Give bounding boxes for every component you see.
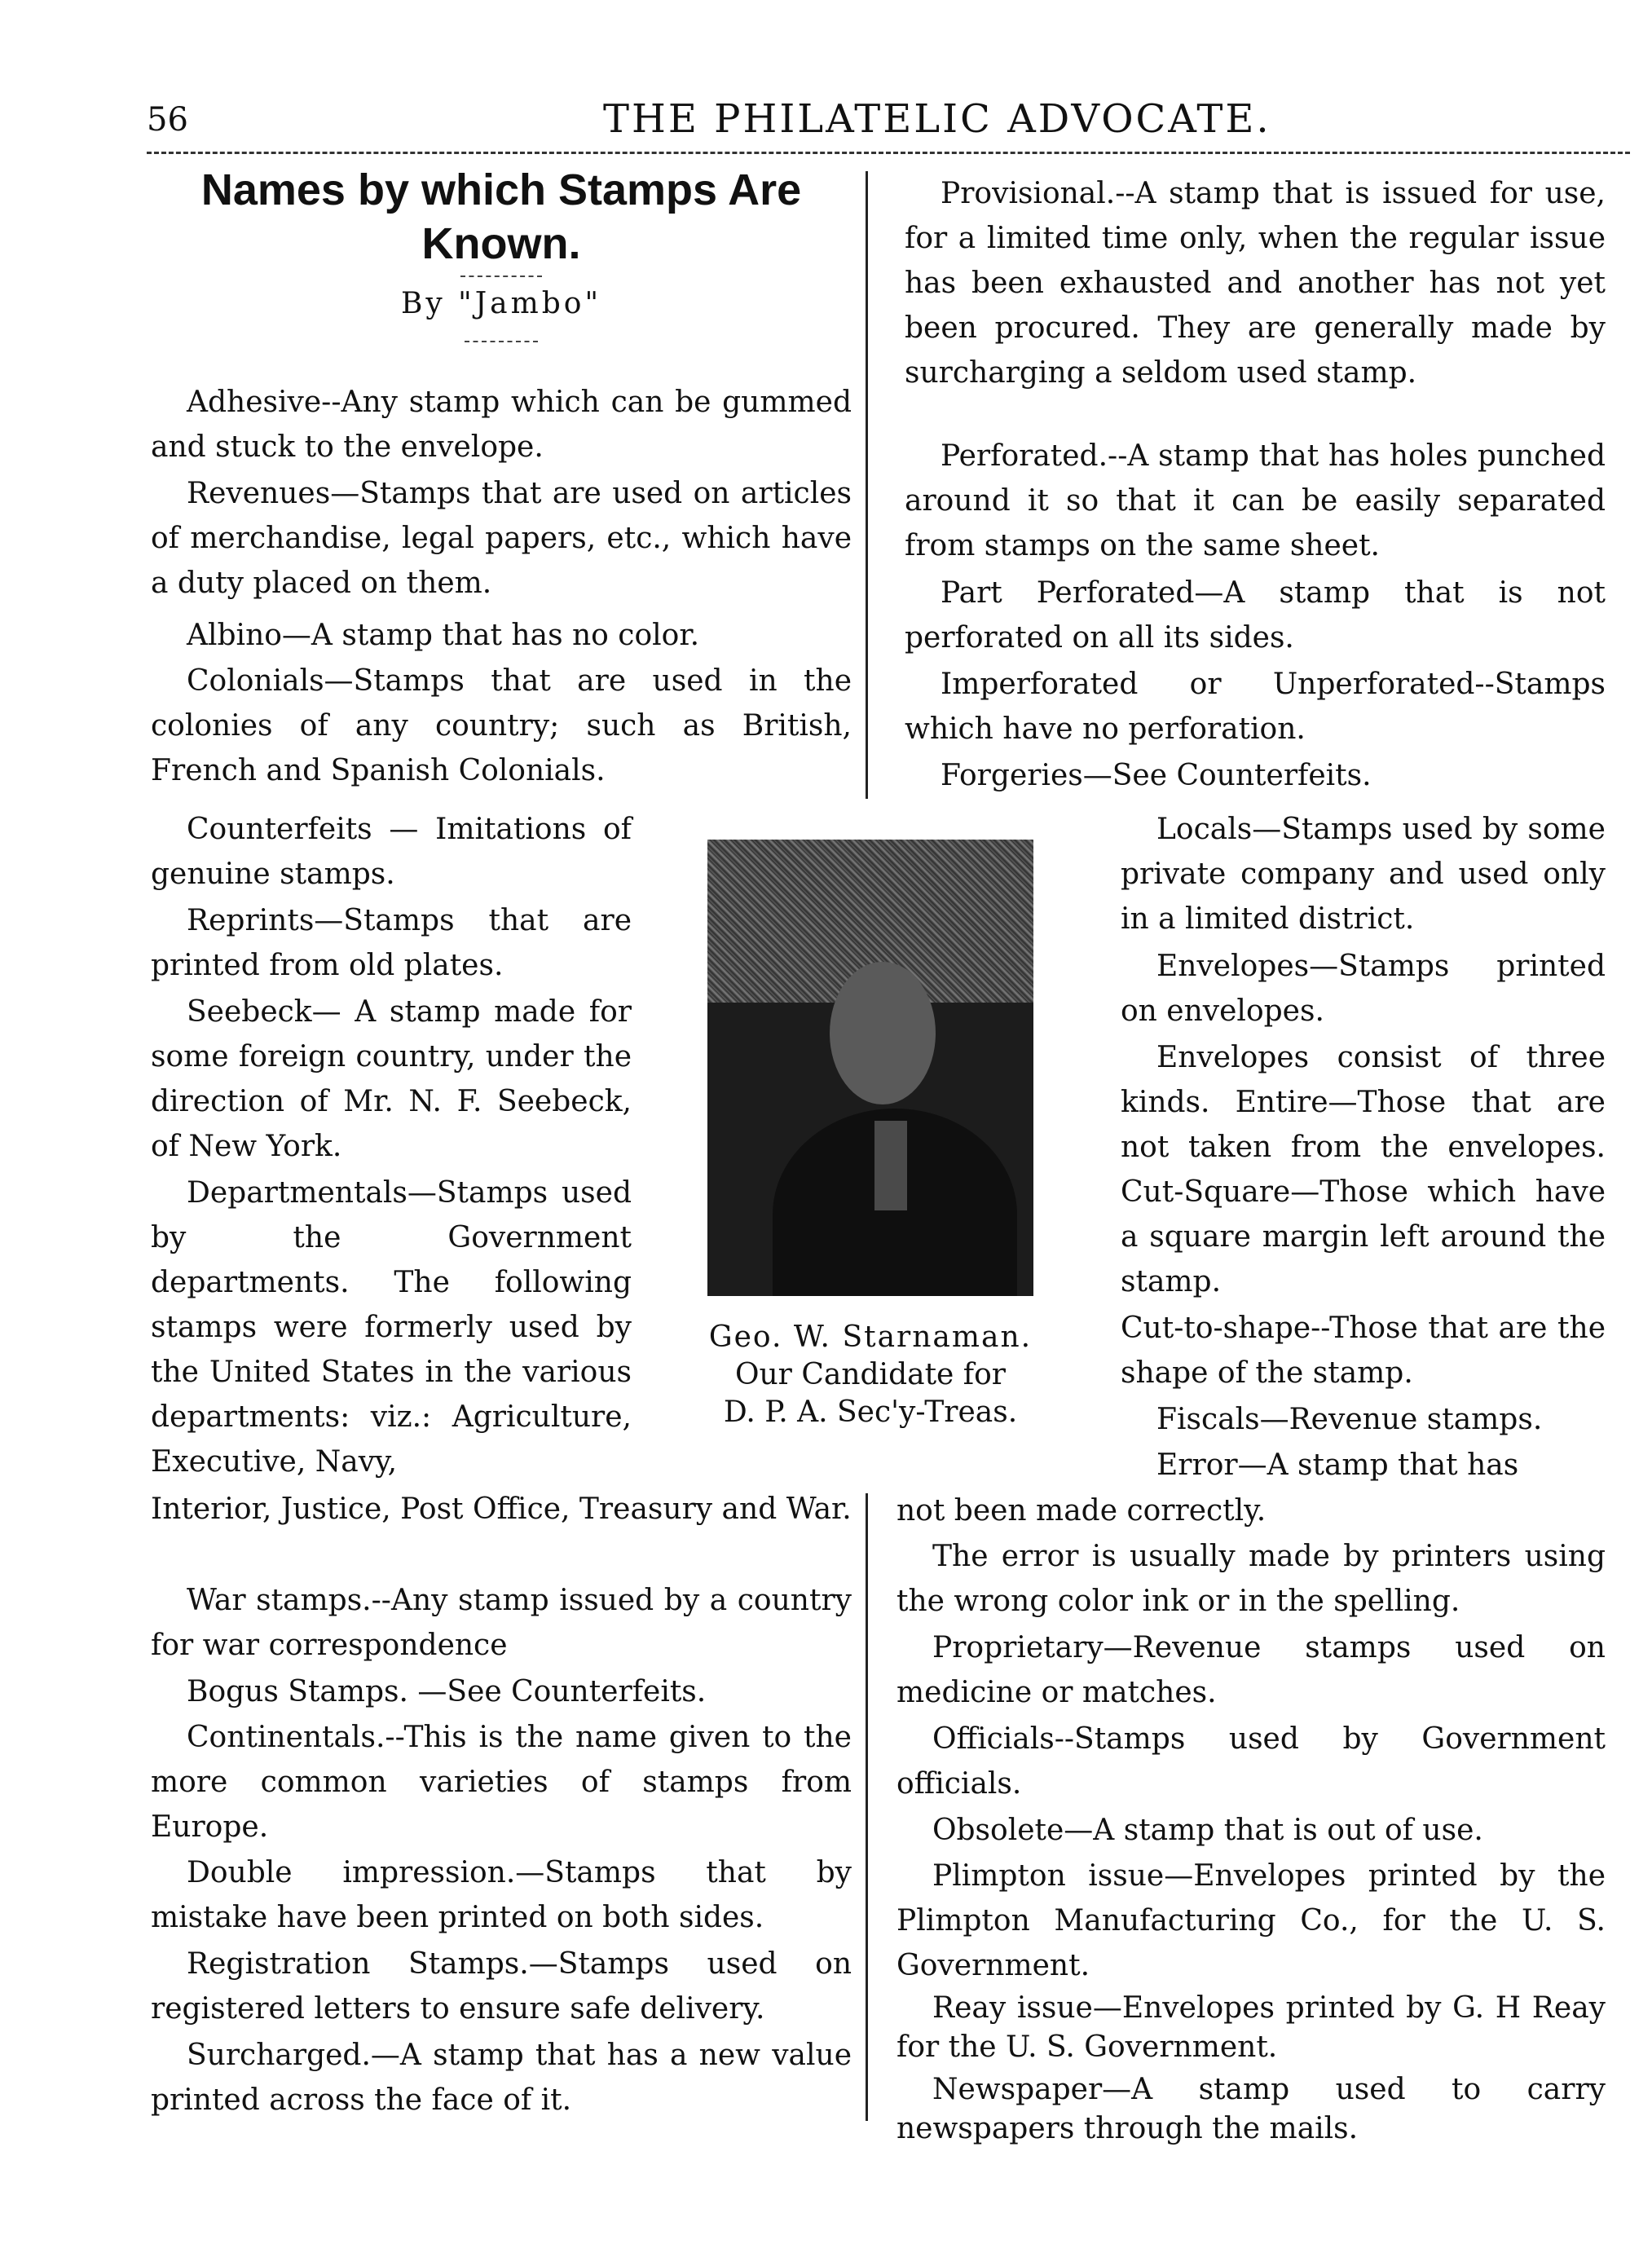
entry-revenues: Revenues—Stamps that are used on articles of merchandise, legal papers, etc., which have a duty placed on them. bbox=[151, 477, 852, 600]
entry-perforated: Perforated.--A stamp that has holes punched around it so that it can be easily separated from stamps on the same sheet. bbox=[905, 439, 1606, 562]
title-divider bbox=[460, 276, 542, 277]
column-rule-bottom bbox=[866, 1493, 868, 2121]
entry-counterfeits: Counterfeits — Imitations of genuine stamps. bbox=[151, 813, 632, 891]
page-header bbox=[147, 96, 1614, 145]
page-number: 56 bbox=[147, 101, 188, 139]
entry-plimpton: Plimpton issue—Envelopes printed by the Plimpton Manufacturing Co., for the U. S. Government. bbox=[896, 1859, 1606, 1982]
entry-provisional: Provisional.--A stamp that is issued for use, for a limited time only, when the regular issue has been exhausted and another has not yet been procured. They are generally made by surcharging a seldom used stamp. bbox=[905, 177, 1606, 390]
entry-error: Error—A stamp that has bbox=[1156, 1448, 1519, 1482]
entry-departmentals-cont: Interior, Justice, Post Office, Treasury and War. bbox=[151, 1492, 852, 1526]
entry-reay: Reay issue—Envelopes printed by G. H Reay for the U. S. Government. bbox=[896, 1991, 1606, 2064]
entry-double-impression: Double impression.—Stamps that by mistake have been printed on both sides. bbox=[151, 1856, 852, 1934]
column-rule-top bbox=[866, 171, 868, 799]
entry-bogus-stamps: Bogus Stamps. —See Counterfeits. bbox=[187, 1675, 707, 1708]
entry-surcharged: Surcharged.—A stamp that has a new value printed across the face of it. bbox=[151, 2039, 852, 2117]
entry-envelopes-kinds: Envelopes consist of three kinds. Entire—Those that are not taken from the envelopes. Cut-Square—Those which have a square margin left around the stamp. bbox=[1121, 1041, 1606, 1298]
entry-officials: Officials--Stamps used by Government officials. bbox=[896, 1722, 1606, 1801]
entry-seebeck: Seebeck— A stamp made for some foreign country, under the direction of Mr. N. F. Seebeck, of New York. bbox=[151, 995, 632, 1163]
portrait-photo bbox=[707, 840, 1033, 1296]
entry-colonials: Colonials—Stamps that are used in the colonies of any country; such as British, French and Spanish Colonials. bbox=[151, 664, 852, 787]
entry-imperforated: Imperforated or Unperforated--Stamps which have no perforation. bbox=[905, 668, 1606, 746]
entry-war-stamps: War stamps.--Any stamp issued by a country for war correspondence bbox=[151, 1584, 852, 1662]
entry-albino: Albino—A stamp that has no color. bbox=[187, 619, 700, 652]
entry-error-note: The error is usually made by printers using the wrong color ink or in the spelling. bbox=[896, 1540, 1606, 1618]
entry-fiscals: Fiscals—Revenue stamps. bbox=[1156, 1403, 1543, 1436]
journal-title: THE PHILATELIC ADVOCATE. bbox=[603, 96, 1271, 142]
entry-continentals: Continentals.--This is the name given to the more common varieties of stamps from Europe. bbox=[151, 1721, 852, 1844]
caption-name: Geo. W. Starnaman. bbox=[708, 1320, 1033, 1354]
entry-reprints: Reprints—Stamps that are printed from old plates. bbox=[151, 904, 632, 982]
entry-adhesive: Adhesive--Any stamp which can be gummed and stuck to the envelope. bbox=[151, 386, 852, 464]
entry-newspaper: Newspaper—A stamp used to carry newspapers through the mails. bbox=[896, 2073, 1606, 2145]
entry-proprietary: Proprietary—Revenue stamps used on medicine or matches. bbox=[896, 1631, 1606, 1709]
entry-locals: Locals—Stamps used by some private company and used only in a limited district. bbox=[1121, 813, 1606, 936]
caption-line-2: Our Candidate for bbox=[734, 1358, 1007, 1391]
caption-line-3: D. P. A. Sec'y-Treas. bbox=[723, 1395, 1018, 1429]
entry-cut-to-shape: Cut-to-shape--Those that are the shape of the stamp. bbox=[1121, 1312, 1606, 1390]
entry-obsolete: Obsolete—A stamp that is out of use. bbox=[932, 1814, 1483, 1847]
entry-error-cont: not been made correctly. bbox=[896, 1494, 1267, 1528]
article-byline: By "Jambo" bbox=[400, 287, 602, 320]
header-rule bbox=[147, 152, 1630, 154]
entry-departmentals: Departmentals—Stamps used by the Government departments. The following stamps were formerly used by the United States in the various departments: viz.: Agriculture, Executive, Navy, bbox=[151, 1176, 632, 1479]
entry-part-perforated: Part Perforated—A stamp that is not perforated on all its sides. bbox=[905, 576, 1606, 655]
article-title: Names by which Stamps Are Known. bbox=[200, 165, 802, 268]
photo-caption bbox=[659, 1319, 1082, 1431]
entry-envelopes: Envelopes—Stamps printed on envelopes. bbox=[1121, 950, 1606, 1028]
entry-registration: Registration Stamps.—Stamps used on registered letters to ensure safe delivery. bbox=[151, 1947, 852, 2026]
entry-forgeries: Forgeries—See Counterfeits. bbox=[941, 759, 1372, 792]
byline-divider bbox=[465, 341, 538, 342]
